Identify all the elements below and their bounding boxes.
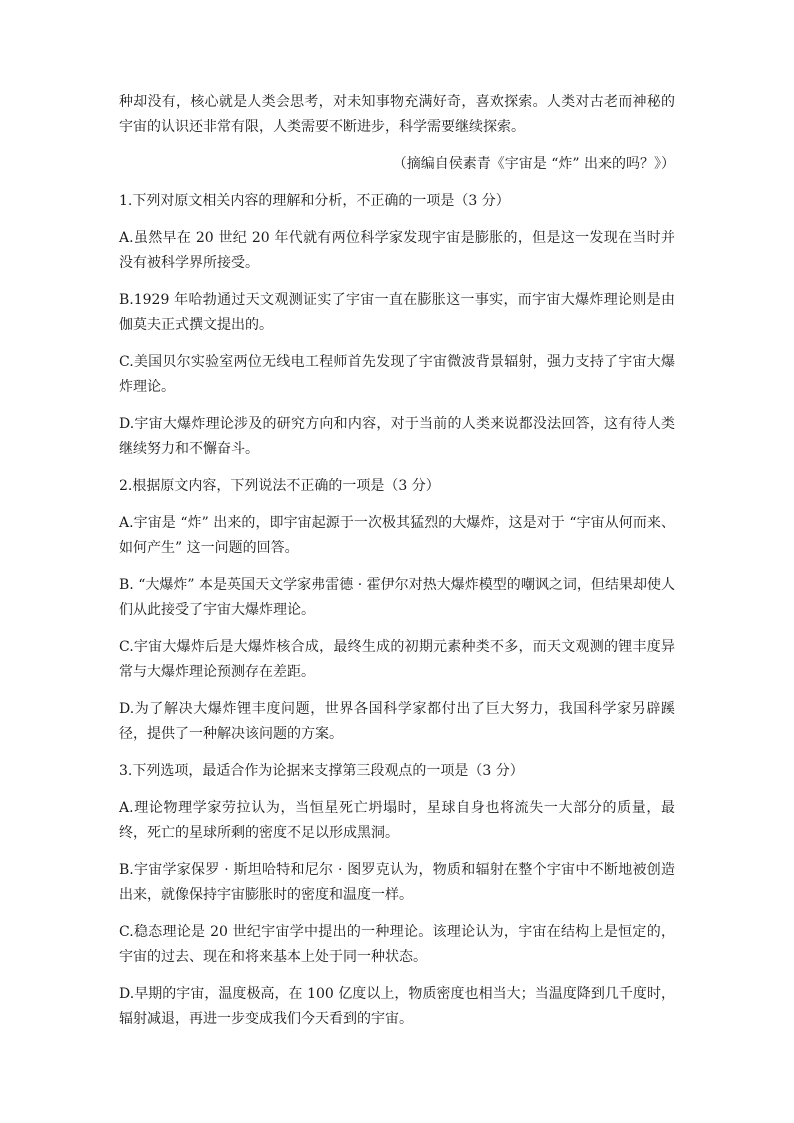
option-b: B.1929 年哈勃通过天文观测证实了宇宙一直在膨胀这一事实，而宇宙大爆炸理论则是由伽莫夫正式撰文提出的。 [119, 292, 675, 333]
question-stem: 1.下列对原文相关内容的理解和分析，不正确的一项是（3 分） [119, 193, 510, 209]
question-3 [119, 759, 675, 1032]
question-stem: 3.下列选项，最适合作为论据来支撑第三段观点的一项是（3 分） [119, 763, 524, 779]
option-b: B.宇宙学家保罗 · 斯坦哈特和尼尔 · 图罗克认为，物质和辐射在整个宇宙中不断地被创造出来，就像保持宇宙膨胀时的密度和温度一样。 [119, 862, 675, 903]
option-d: D.宇宙大爆炸理论涉及的研究方向和内容，对于当前的人类来说都没法回答，这有待人类继续努力和不懈奋斗。 [119, 416, 675, 457]
option-a: A.宇宙是 “炸” 出来的，即宇宙起源于一次极其猛烈的大爆炸，这是对于 “宇宙从何而来、如何产生” 这一问题的回答。 [119, 515, 675, 556]
option-d: D.早期的宇宙，温度极高，在 100 亿度以上，物质密度也相当大；当温度降到几千度时，辐射减退，再进一步变成我们今天看到的宇宙。 [119, 986, 675, 1027]
option-c: C.宇宙大爆炸后是大爆炸核合成，最终生成的初期元素种类不多，而天文观测的锂丰度异常与大爆炸理论预测存在差距。 [119, 639, 675, 680]
option-a: A.理论物理学家劳拉认为，当恒星死亡坍塌时，星球自身也将流失一大部分的质量，最终，死亡的星球所剩的密度不足以形成黑洞。 [119, 800, 675, 841]
question-1 [119, 189, 675, 462]
question-2 [119, 474, 675, 747]
option-d: D.为了解决大爆炸锂丰度问题，世界各国科学家都付出了巨大努力，我国科学家另辟蹊径，提供了一种解决该问题的方案。 [119, 701, 675, 742]
option-b: B. “大爆炸” 本是英国天文学家弗雷德 · 霍伊尔对热大爆炸模型的嘲讽之词，但结果却使人们从此接受了宇宙大爆炸理论。 [119, 577, 675, 618]
question-stem: 2.根据原文内容，下列说法不正确的一项是（3 分） [119, 478, 440, 494]
passage-closing-paragraph: 种却没有，核心就是人类会思考，对未知事物充满好奇，喜欢探索。人类对古老而神秘的宇宙的认识还非常有限，人类需要不断进步，科学需要继续探索。 [119, 94, 675, 135]
option-c: C.稳态理论是 20 世纪宇宙学中提出的一种理论。该理论认为，宇宙在结构上是恒定的，宇宙的过去、现在和将来基本上处于同一种状态。 [119, 924, 675, 965]
option-a: A.虽然早在 20 世纪 20 年代就有两位科学家发现宇宙是膨胀的，但是这一发现在当时并没有被科学界所接受。 [119, 230, 675, 271]
passage-source: （摘编自侯素青《宇宙是 “炸” 出来的吗？》） [392, 156, 675, 172]
option-c: C.美国贝尔实验室两位无线电工程师首先发现了宇宙微波背景辐射，强力支持了宇宙大爆炸理论。 [119, 354, 675, 395]
document-page [119, 90, 675, 1044]
